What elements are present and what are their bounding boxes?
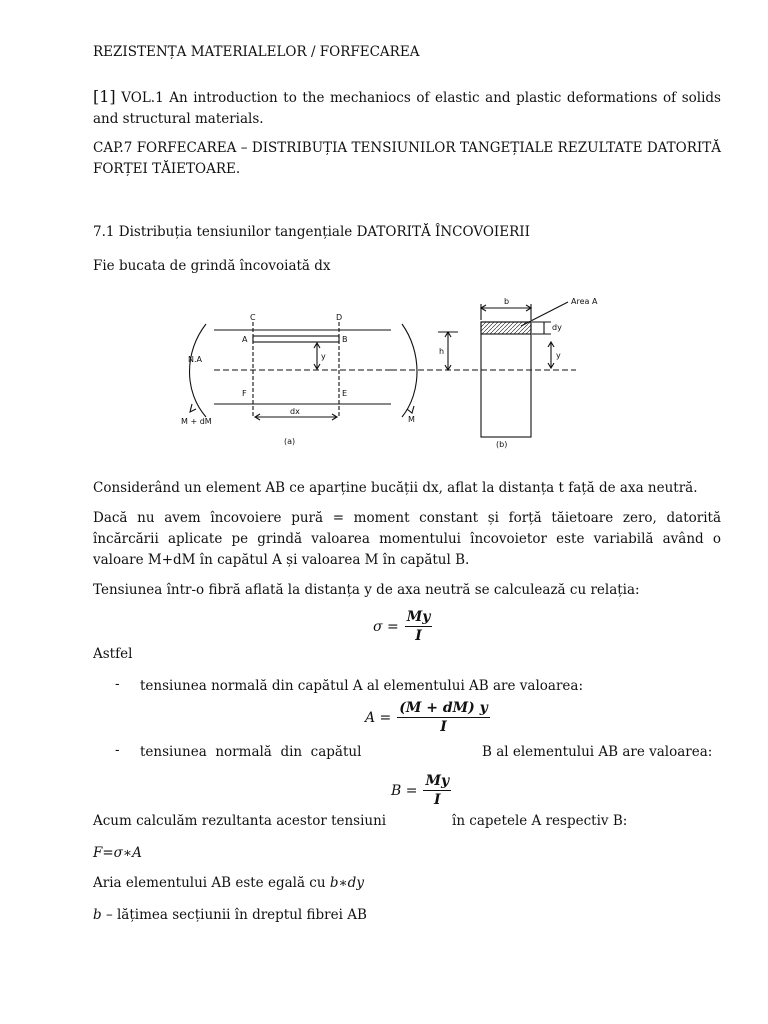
label-na: N.A <box>188 355 202 364</box>
label-m: M <box>408 415 415 424</box>
label-e: E <box>342 389 348 398</box>
astfel-text: Astfel <box>93 646 133 662</box>
label-c: C <box>250 313 256 322</box>
equation-sigma <box>373 609 432 644</box>
equation-b <box>391 773 451 808</box>
label-d: D <box>336 313 343 322</box>
label-f: F <box>242 389 247 398</box>
label-area: Area A <box>571 297 598 306</box>
paragraph-2: Dacă nu avem încovoiere pură = moment constant și forță tăietoare zero, datorită încărcării aplicate pe grindă valoarea momentului încovoietor este variabilă având o valoare M+dM în capătul A și valoarea M în capătul B. <box>93 510 721 568</box>
beam-figure <box>176 292 616 454</box>
paragraph-4-left: Acum calculăm rezultanta acestor tensiuni <box>93 813 387 829</box>
label-h: h <box>439 347 445 356</box>
eq-b-lhs: B = <box>391 782 418 799</box>
label-b-width: b <box>504 297 510 306</box>
eq-sigma-lhs: σ = <box>373 618 399 635</box>
label-b: B <box>342 335 348 344</box>
eq-a-lhs: A = <box>365 709 392 726</box>
running-header: REZISTENȚA MATERIALELOR / FORFECAREA <box>93 44 420 60</box>
paragraph-4-right: în capetele A respectiv B: <box>452 813 628 829</box>
paragraph-5 <box>93 873 721 893</box>
left-moment-arc <box>190 324 207 417</box>
eq-a-denominator: I <box>440 719 447 735</box>
label-a: A <box>242 335 248 344</box>
left-moment-arrow <box>190 404 196 412</box>
equation-force: F=σ∗A <box>93 845 142 861</box>
eq-sigma-denominator: I <box>415 628 422 644</box>
bullet-1-text: tensiunea normală din capătul A al elementului AB are valoarea: <box>140 678 584 694</box>
paragraph-5-text: Aria elementului AB este egală cu <box>93 875 330 891</box>
paragraph-6 <box>93 905 721 925</box>
caption-a: (a) <box>284 437 296 446</box>
label-y2: y <box>556 351 561 360</box>
label-dx: dx <box>290 407 300 416</box>
label-m-dm: M + dM <box>181 417 212 426</box>
bullet-1-dash: - <box>115 676 120 692</box>
paragraph-6-math: b <box>93 907 102 923</box>
reference-paragraph <box>93 86 721 130</box>
label-dy: dy <box>552 323 562 332</box>
section-title: 7.1 Distribuția tensiunilor tangențiale DATORITĂ ÎNCOVOIERII <box>93 224 530 240</box>
bullet-2-text-right: B al elementului AB are valoarea: <box>482 744 713 760</box>
paragraph-5-math: b∗dy <box>329 875 364 891</box>
element-ab <box>253 336 339 342</box>
equation-a <box>365 700 490 735</box>
chapter-title: CAP.7 FORFECAREA – DISTRIBUȚIA TENSIUNILOR TANGEȚIALE REZULTATE DATORITĂ FORȚEI TĂIETOARE. <box>93 140 721 177</box>
eq-b-denominator: I <box>434 792 441 808</box>
reference-marker: [1] <box>93 87 116 106</box>
eq-b-numerator: My <box>425 773 450 789</box>
eq-sigma-numerator: My <box>406 609 431 625</box>
paragraph-1: Considerând un element AB ce aparține bucății dx, aflat la distanța t față de axa neutră. <box>93 480 698 496</box>
bullet-2-text-left: tensiunea normală din capătul <box>140 744 362 760</box>
cross-section <box>481 322 531 437</box>
paragraph-3: Tensiunea într-o fibră aflată la distanța y de axa neutră se calculează cu relația: <box>93 582 640 598</box>
bullet-2-dash: - <box>115 742 120 758</box>
reference-text: VOL.1 An introduction to the mechaniocs of elastic and plastic deformations of solids and structural materials. <box>93 90 721 127</box>
intro-text: Fie bucata de grindă încovoiată dx <box>93 258 331 274</box>
area-a-hatched <box>481 322 531 334</box>
eq-a-numerator: (M + dM) y <box>399 700 488 716</box>
label-y: y <box>321 352 326 361</box>
paragraph-6-text: – lățimea secțiunii în dreptul fibrei AB <box>101 907 367 923</box>
caption-b: (b) <box>496 440 508 449</box>
